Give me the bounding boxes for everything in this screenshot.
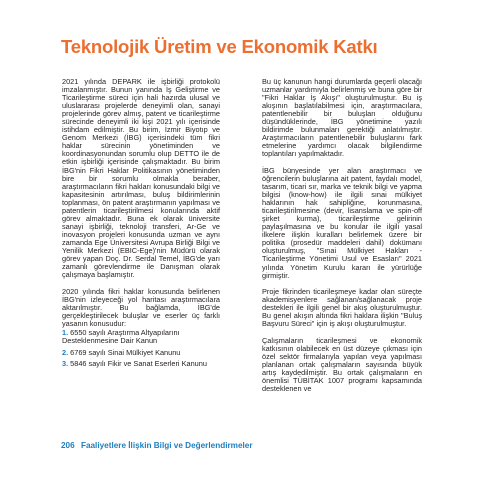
paragraph: Proje fikrinden ticarileşmeye kadar olan süreçte akademisyenlere sağlanan/sağlanacak proje destekleri ile ilgili genel bir akış oluşturulmuştur. Bu genel akışın altında fikri haklara ilişkin "Buluş Başvuru Süreci" için iş akışı oluşturulmuştur. bbox=[262, 287, 422, 329]
list-number: 1. bbox=[62, 327, 69, 337]
list-item-text: 5846 sayılı Fikir ve Sanat Eserleri Kanunu bbox=[70, 359, 207, 369]
paragraph: Bu üç kanunun hangi durumlarda geçerli olacağı uzmanlar yardımıyla belirlenmiş ve buna göre bir "Fikri Haklar İş Akışı" oluşturulmuştur. Bu iş akışının başlatılabilmesi için, araştırmacılara, patentlenebilir bir buluşları olduğunu düşündüklerinde, İBG yönetimine yazılı bildirimde bulunmaları gerektiği anlatılmıştır. Araştırmacıların patentlenebilir buluşlarını fark etmelerine yardımcı olacak bilgilendirme toplantıları yapılmaktadır. bbox=[262, 77, 422, 159]
paragraph: İBG bünyesinde yer alan araştırmacı ve öğrencilerin buluşlarına ait patent, faydalı model, tasarım, ticari sır, marka ve teknik bilgi ve yapma bilgisi (know-how) ile ilgili sınai mülkiyet haklarının hak sahipliğine, korunmasına, ticarileştirilmesine (devir, lisanslama ve spin-off şirket kurma), ticarileştirme gelirinin paylaşılmasına ve bu konular ile ilgili yasal ilkelere ilişkin kuralları belirlemek üzere bir politika (prosedür maddeleri dahil) dokümanı oluşturulmuş, "Sınai Mülkiyet Hakları - Ticarileştirme Yönetimi Usul ve Esasları" 2021 yılında Yönetim Kurulu kararı ile yürürlüğe girmiştir. bbox=[262, 165, 422, 280]
footer-section-title: Faaliyetlere İlişkin Bilgi ve Değerlendirmeler bbox=[80, 441, 253, 450]
list-number: 3. bbox=[62, 359, 69, 369]
list-item-text: 6550 sayılı Araştırma Altyapılarını Desteklenmesine Dair Kanun bbox=[62, 327, 180, 345]
list-item bbox=[62, 349, 220, 357]
paragraph: Çalışmaların ticarileşmesi ve ekonomik katkısının olabilecek en üst düzeye çıkması için özel sektör firmalarıyla yapılan veya yapılması planlanan ortak çalışmaların sayısında büyük artış kaydedilmiştir. Bu ortak çalışmaların en önemlisi TÜBİTAK 1007 programı kapsamında desteklenen ve bbox=[262, 335, 422, 394]
paragraph: 2020 yılında fikri haklar konusunda belirlenen İBG'nin izleyeceği yol haritası araştırmacılara aktarılmıştır. Bu bağlamda, İBG'de gerçekleştirilecek buluşlar ve eserler üç farklı yasanın konusudur: bbox=[62, 286, 220, 328]
left-column bbox=[62, 78, 220, 372]
list-item bbox=[62, 329, 220, 345]
paragraph: 2021 yılında DEPARK ile işbirliği protokolü imzalanmıştır. Bunun yanında İş Geliştirme ve Ticarileştirme süreci için hali hazırda ulusal ve uluslararası projelerde deneyimli olan, sanayi projelerinde görev almış, patent ve ticarileştirme sürecinde deneyimli iki kişi 2021 yılı içerisinde istihdam edilmiştir. Bu birim, İzmir Biyotıp ve Genom Merkezi (İBG) içerisindeki tüm fikri haklar sürecinin yönetiminden ve koordinasyonundan sorumlu olup DETTO ile de etkin işbirliği içerisinde çalışmaktadır. Bu birim İBG'nin Fikri Haklar Politikasının yönetiminden bire bir sorumlu olmakla beraber, araştırmacıların fikri hakları konusundaki bilgi ve kapasitesinin artırılması, buluş bildirimlerinin toplanması, ön patent araştırmanın yapılması ve patentlerin ticarileştirilmesi konularında aktif görev almaktadır. Buna ek olarak üniversite sanayi işbirliği, teknoloji transferi, Ar-Ge ve inovasyon projeleri konusunda uzman ve aynı zamanda Ege Üniversitesi Avrupa Birliği Bilgi ve Yenilik Merkezi (EBIC-Ege)'nin Müdürü olarak görev yapan Doç. Dr. Serdal Temel, İBG'de yarı zamanlı görevlendirme ile Danışman olarak çalışmaya başlamıştır. bbox=[62, 77, 220, 280]
law-list bbox=[62, 329, 220, 368]
list-number: 2. bbox=[62, 347, 69, 357]
list-item bbox=[62, 360, 220, 368]
list-item-text: 6769 sayılı Sinai Mülkiyet Kanunu bbox=[70, 347, 181, 357]
page-title: Teknolojik Üretim ve Ekonomik Katkı bbox=[61, 36, 378, 57]
page-number: 206 bbox=[61, 441, 75, 450]
page-footer bbox=[61, 441, 253, 450]
right-column bbox=[262, 78, 422, 402]
